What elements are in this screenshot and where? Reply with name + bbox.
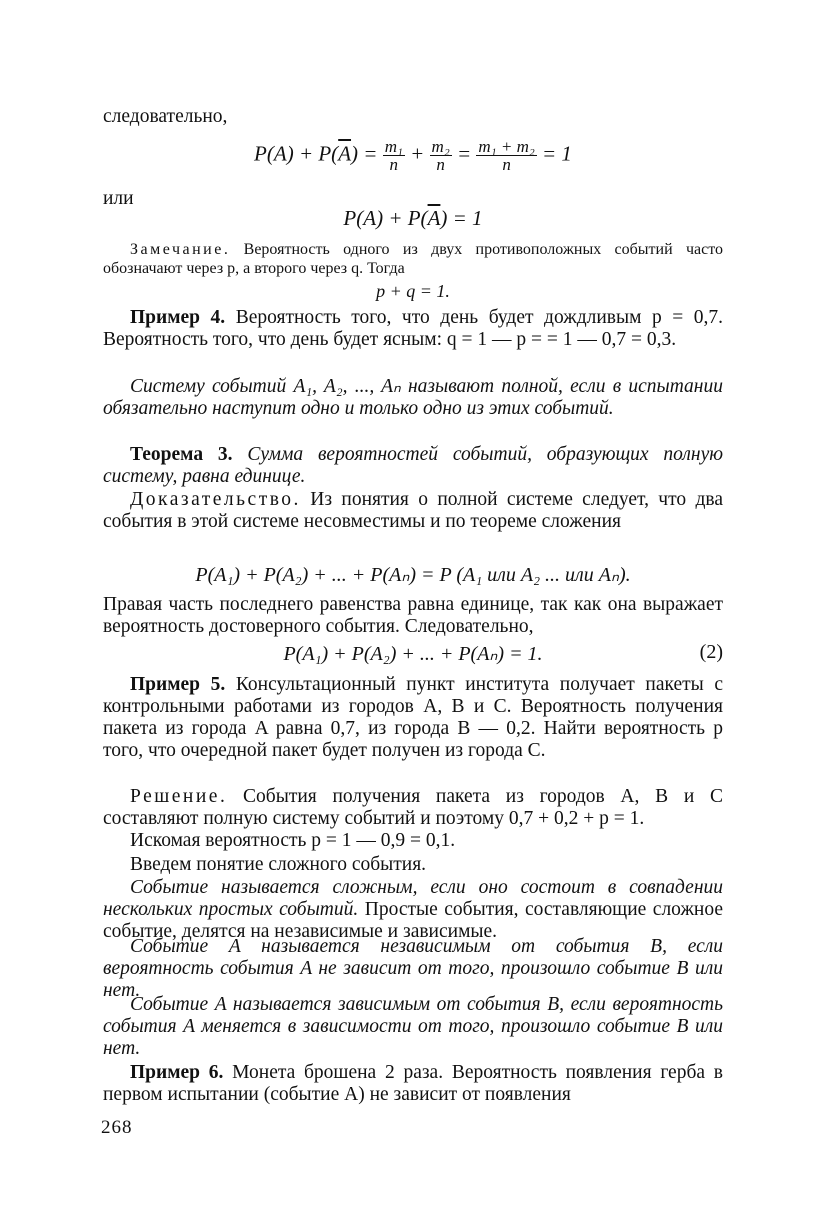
text-line: следовательно, bbox=[103, 106, 228, 127]
formula-3: p + q = 1. bbox=[376, 281, 450, 301]
text-line: Искомая вероятность p = 1 — 0,9 = 0,1. bbox=[130, 830, 456, 851]
formula-5: P(A₁) + P(A₂) + ... + P(Aₙ) = 1. bbox=[283, 643, 543, 665]
definition-full-system: Систему событий A₁, A₂, ..., Aₙ называют полной, если в испытании обязательно наступит одно и только одно из этих событий. bbox=[103, 376, 723, 419]
page-number: 268 bbox=[101, 1117, 133, 1138]
definition-independent: Событие A называется независимым от события B, если вероятность события A не зависит от того, произошло событие B или нет. bbox=[103, 936, 723, 1001]
example-4: Пример 4. Вероятность того, что день будет дождливым p = 0,7. Вероятность того, что день будет ясным: q = 1 — p = = 1 — 0,7 = 0,3. bbox=[103, 307, 724, 350]
example-6: Пример 6. Монета брошена 2 раза. Вероятность появления герба в первом испытании (событие A) не зависит от появления bbox=[103, 1062, 723, 1105]
definition-dependent: Событие A называется зависимым от события B, если вероятность события A меняется в зависимости от того, произошло событие B или нет. bbox=[103, 994, 723, 1059]
fraction: $\frac{\text{m₁}}{n}$ bbox=[384, 137, 403, 174]
note: Замечание. Вероятность одного из двух противоположных событий часто обозначают через p, а второго через q. Тогда bbox=[103, 241, 723, 277]
text-line: Введем понятие сложного события. bbox=[130, 854, 427, 875]
formula-5-row bbox=[103, 641, 723, 666]
example-5: Пример 5. Консультационный пункт института получает пакеты с контрольными работами из городов A, B и C. Вероятность получения пакета из города A равна 0,7, из города B — 0,2. Найти вероятность p того, что очередной пакет будет получен из города C. bbox=[103, 674, 724, 761]
formula-1: $P(A) + P(\overline{A})$ = $\frac{\text{m₁}}{n}$ + $\frac{\text{m₂}}{n}$ = $\frac{\text{m₁ + m₂}}{n}$ = 1 bbox=[254, 137, 572, 174]
definition-complex: Событие называется сложным, если оно состоит в совпадении нескольких простых событий. Простые события, составляющие сложное событие, делятся на независимые и зависимые. bbox=[103, 877, 723, 942]
proof: Доказательство. Из понятия о полной системе следует, что два события в этой системе несовместимы и по теореме сложения bbox=[103, 489, 723, 532]
fraction: $\frac{\text{m₂}}{n}$ bbox=[431, 137, 450, 174]
formula-2: $P(A) + P(\overline{A}) = 1$ bbox=[343, 206, 483, 230]
theorem-3: Теорема 3. Сумма вероятностей событий, образующих полную систему, равна единице. bbox=[103, 444, 723, 487]
solution: Решение. События получения пакета из городов A, B и C составляют полную систему событий и поэтому 0,7 + 0,2 + p = 1. bbox=[103, 786, 723, 829]
fraction: $\frac{\text{m₁ + m₂}}{n}$ bbox=[478, 137, 535, 174]
paragraph: Правая часть последнего равенства равна единице, так как она выражает вероятность достоверного события. Следовательно, bbox=[103, 594, 723, 637]
formula-4: P(A₁) + P(A₂) + ... + P(Aₙ) = P (A₁ или A₂ ... или Aₙ). bbox=[195, 564, 631, 586]
equation-number: (2) bbox=[699, 641, 723, 663]
text-line: или bbox=[103, 188, 134, 209]
